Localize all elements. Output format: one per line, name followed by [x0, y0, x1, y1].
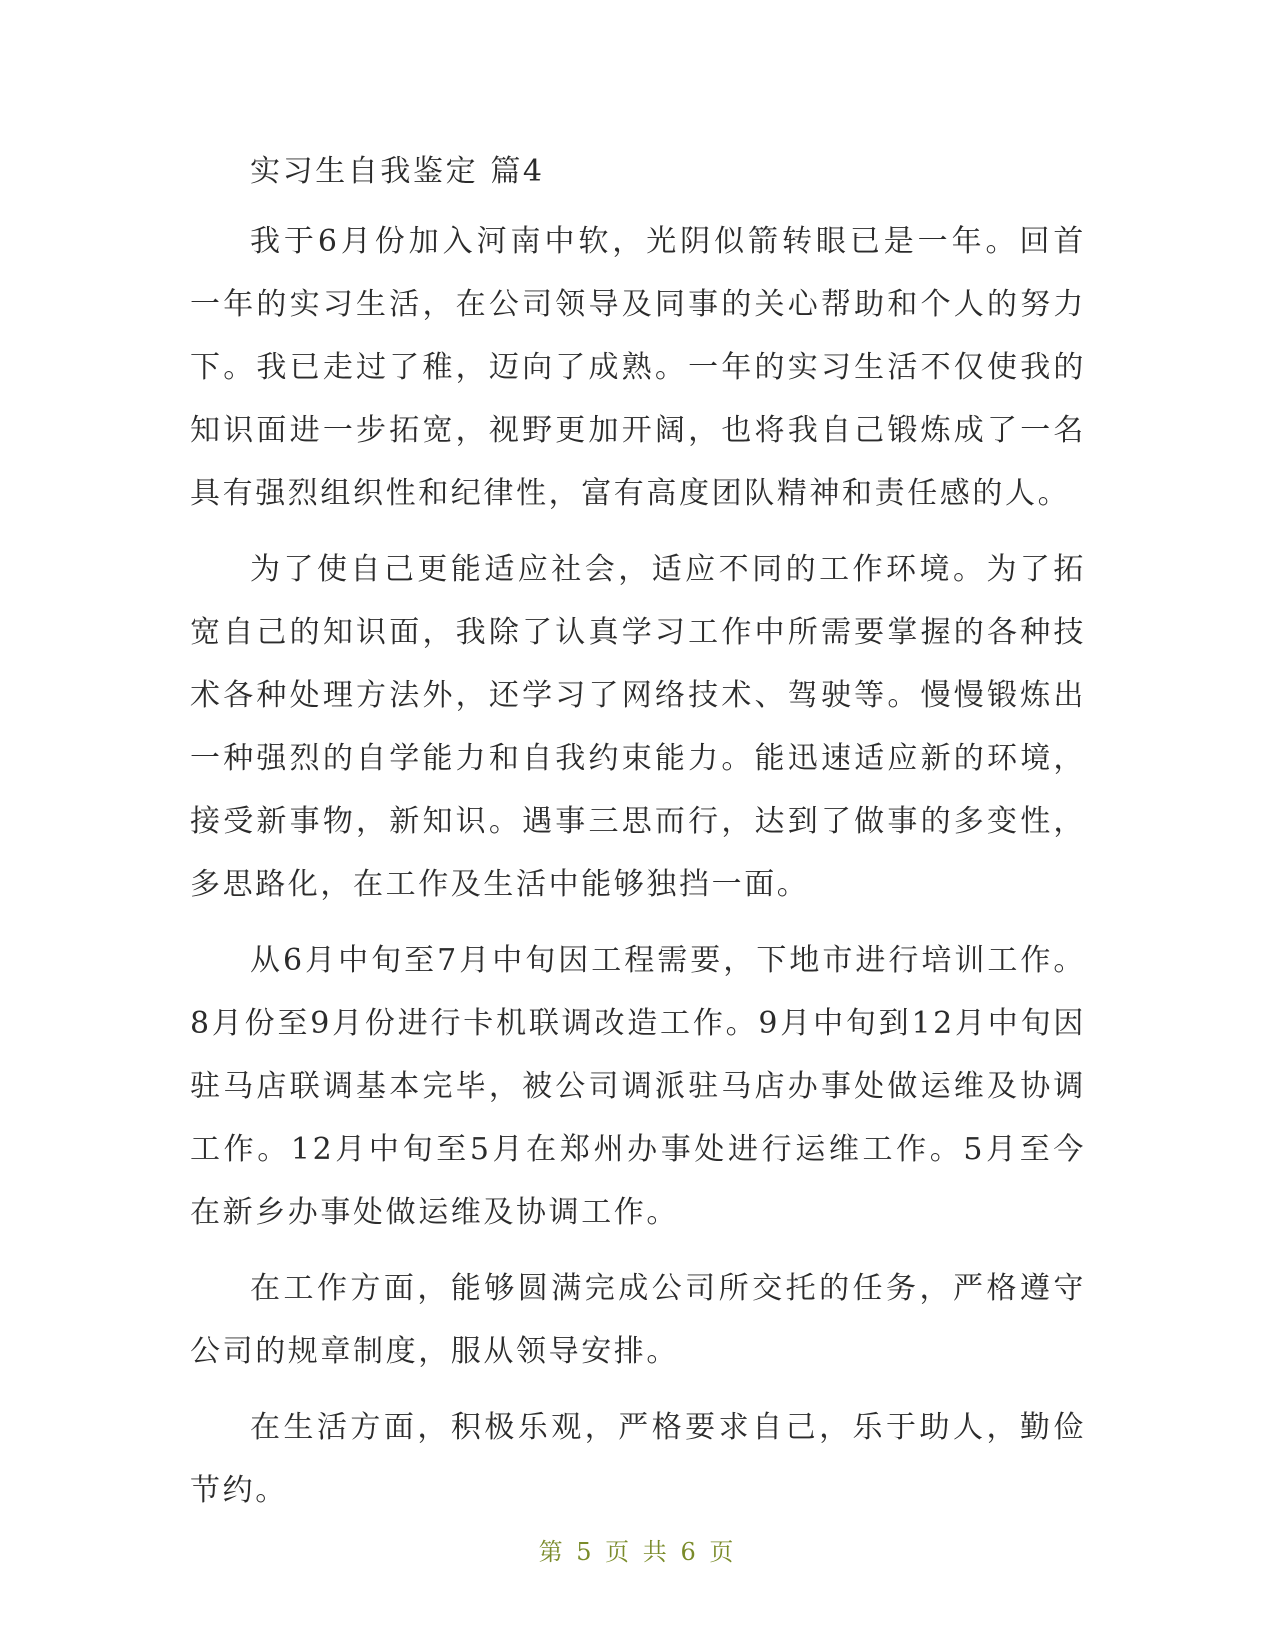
paragraph-life-attitude: 在生活方面，积极乐观，严格要求自己，乐于助人，勤俭节约。 [190, 1410, 1086, 1508]
document-title: 实习生自我鉴定 篇4 [250, 154, 545, 189]
paragraph-work-attitude: 在工作方面，能够圆满完成公司所交托的任务，严格遵守公司的规章制度，服从领导安排。 [190, 1271, 1086, 1369]
paragraph-work-history: 从6月中旬至7月中旬因工程需要，下地市进行培训工作。8月份至9月份进行卡机联调改造工作。9月中旬到12月中旬因驻马店联调基本完毕，被公司调派驻马店办事处做运维及协调工作。12月中旬至5月在郑州办事处进行运维工作。5月至今在新乡办事处做运维及协调工作。 [190, 943, 1086, 1230]
document-body [190, 147, 1086, 1522]
paragraph-intro: 我于6月份加入河南中软，光阴似箭转眼已是一年。回首一年的实习生活，在公司领导及同事的关心帮助和个人的努力下。我已走过了稚，迈向了成熟。一年的实习生活不仅使我的知识面进一步拓宽，视野更加开阔，也将我自己锻炼成了一名具有强烈组织性和纪律性，富有高度团队精神和责任感的人。 [190, 224, 1086, 511]
paragraph-adaptation: 为了使自己更能适应社会，适应不同的工作环境。为了拓宽自己的知识面，我除了认真学习工作中所需要掌握的各种技术各种处理方法外，还学习了网络技术、驾驶等。慢慢锻炼出一种强烈的自学能力和自我约束能力。能迅速适应新的环境，接受新事物，新知识。遇事三思而行，达到了做事的多变性，多思路化，在工作及生活中能够独挡一面。 [190, 552, 1086, 902]
page-number-footer: 第 5 页 共 6 页 [538, 1538, 737, 1566]
